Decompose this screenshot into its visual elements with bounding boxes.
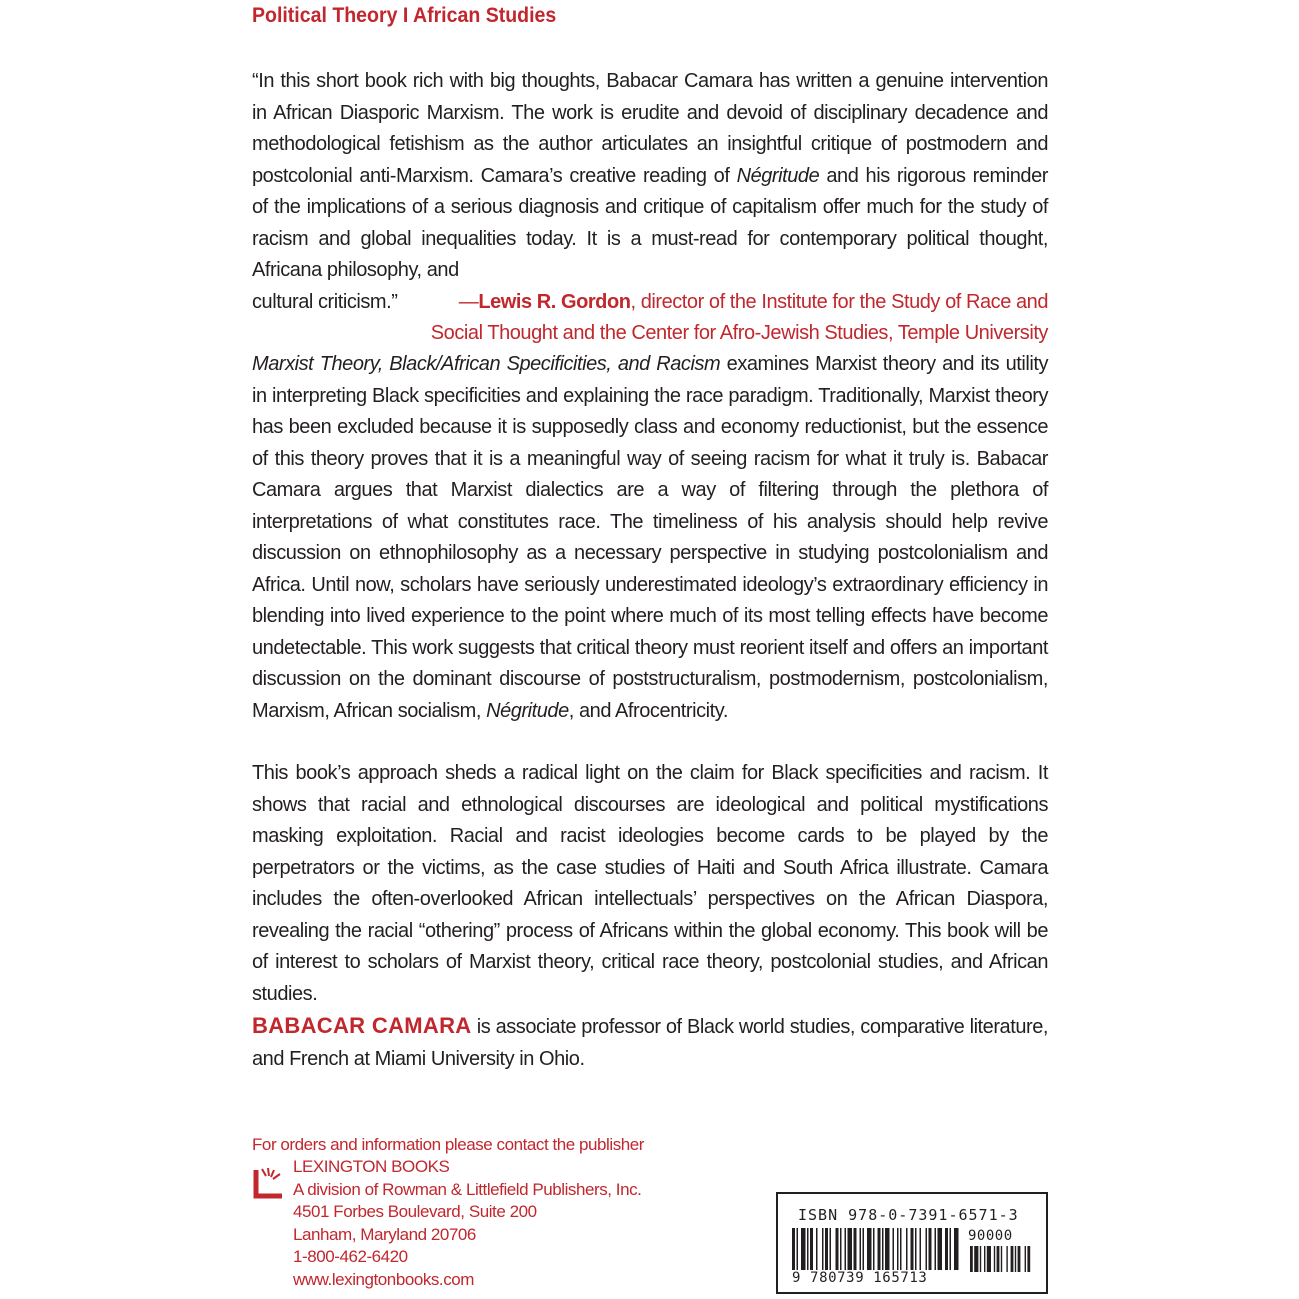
barcode-bar xyxy=(860,1228,862,1270)
barcode-bar xyxy=(816,1228,818,1270)
barcode-bar xyxy=(792,1228,795,1270)
publisher-address xyxy=(293,1156,673,1291)
description-paragraph-1 xyxy=(252,349,1048,727)
barcode-bar xyxy=(797,1228,799,1270)
ean-digits: 9 780739 165713 xyxy=(792,1270,928,1286)
barcode-bar xyxy=(945,1228,948,1270)
endorsement-quote xyxy=(252,66,1048,350)
barcode-bar xyxy=(920,1228,922,1270)
addon-barcode-bar xyxy=(980,1246,981,1272)
description-paragraph-2 xyxy=(252,758,1048,1010)
barcode-bar xyxy=(893,1228,895,1270)
barcode-bar xyxy=(825,1228,828,1270)
barcode-bar xyxy=(863,1228,865,1270)
attribution-dash: — xyxy=(458,290,479,313)
description-1-italic-term: Négritude xyxy=(486,699,569,722)
barcode-bar xyxy=(873,1228,875,1270)
isbn-label: ISBN 978-0-7391-6571-3 xyxy=(798,1206,1019,1224)
addon-barcode-bar xyxy=(1018,1246,1021,1272)
isbn-barcode-box xyxy=(776,1192,1048,1294)
addon-barcode-bar xyxy=(1006,1246,1007,1272)
quote-text: “In this short book rich with big thoughts, Babacar Camara has written a genuine intervention in African Diasporic Marxism. The work is erudite and devoid of disciplinary decadence and methodological fetishism as the author articulates an insightful critique of postmodern and postcolonial anti-Marxism. Camara’s creative reading of xyxy=(252,70,1048,187)
barcode-bar xyxy=(845,1228,847,1270)
description-1-ending: , and Afrocentricity. xyxy=(568,699,728,722)
quote-italic-term: Négritude xyxy=(736,164,820,187)
barcode-bar xyxy=(915,1228,917,1270)
barcode-bar xyxy=(900,1228,902,1270)
addon-barcode-bar xyxy=(1015,1246,1016,1272)
barcode-bar xyxy=(885,1228,890,1270)
addon-barcode-bar xyxy=(997,1246,1000,1272)
quote-text-continued: and his rigorous reminder of the implications of a serious diagnosis and critique of capitalism offer much for the study of racism and global inequalities today. It is a must-read for contemporary political thought, Africana philosophy, and xyxy=(252,164,1048,281)
quote-body xyxy=(252,66,1048,287)
attribution-title: , director of the Institute for the Study of Race and xyxy=(630,290,1048,313)
author-name: BABACAR CAMARA xyxy=(252,1013,472,1038)
barcode-bar xyxy=(854,1228,857,1270)
publisher-name: LEXINGTON BOOKS xyxy=(293,1157,450,1176)
barcode-bar xyxy=(807,1228,809,1270)
addon-barcode-bar xyxy=(1001,1246,1002,1272)
barcode-bar xyxy=(810,1228,813,1270)
book-title: Marxist Theory, Black/African Specificities, and Racism xyxy=(252,353,721,375)
addon-barcode-bar xyxy=(1025,1246,1026,1272)
barcode-bar xyxy=(906,1228,908,1270)
quote-attribution-line-2: Social Thought and the Center for Afro-Jewish Studies, Temple University xyxy=(430,322,1048,344)
barcode-bar xyxy=(911,1228,914,1270)
barcode-bar xyxy=(840,1228,842,1270)
barcode-bar xyxy=(848,1228,853,1270)
barcode-bar xyxy=(822,1228,824,1270)
description-2-text: This book’s approach sheds a radical light on the claim for Black specificities and racism. It shows that racial and ethnological discourses are ideological and political mystifications masking exploitation. Racial and racist ideologies become cards to be played by the perpetrators or the victims, as the case studies of Haiti and South Africa illustrate. Camara includes the often-overlooked African intellectuals’ perspectives on the African Diaspora, revealing the racial “othering” process of Africans within the global economy. This book will be of interest to scholars of Marxist theory, critical race theory, postcolonial studies, and African studies. xyxy=(252,762,1048,1005)
barcode-bar xyxy=(935,1228,937,1270)
barcode-bar xyxy=(878,1228,881,1270)
barcode-bar xyxy=(926,1228,928,1270)
author-bio-text: is associate professor of Black world studies, comparative literature, and French at Miami University in Ohio. xyxy=(252,1016,1048,1070)
addon-barcode-bar xyxy=(994,1246,995,1272)
publisher-division: A division of Rowman & Littlefield Publishers, Inc. xyxy=(293,1179,642,1199)
author-bio xyxy=(252,1010,1048,1075)
publisher-phone: 1-800-462-6420 xyxy=(293,1247,408,1266)
addon-barcode-bar xyxy=(984,1246,985,1272)
barcode-bar xyxy=(801,1228,806,1270)
publisher-city: Lanham, Maryland 20706 xyxy=(293,1224,476,1244)
addon-barcode-bar xyxy=(987,1246,991,1272)
barcode-bar xyxy=(954,1228,959,1270)
quote-last-line xyxy=(252,287,1048,319)
description-1-text: examines Marxist theory and its utility in interpreting Black specificities and explaining the race paradigm. Traditionally, Marxist theory has been excluded because it is supposedly class and economy reductionist, but the essence of this theory proves that it is a meaningful way of seeing racism for what it truly is. Babacar Camara argues that Marxist dialectics are a way of filtering through the plethora of interpretations of what constitutes race. The timeliness of his analysis should help revive discussion on ethnophilosophy as a necessary perspective in studying postcolonialism and Africa. Until now, scholars have seriously underestimated ideology’s extraordinary efficiency in blending into lived experience to the point where much of its most telling effects have become undetectable. This work suggests that critical theory must reorient itself and offers an important discussion on the dominant discourse of poststructuralism, postmodernism, postcolonialism, Marxism, African socialism, xyxy=(252,353,1048,722)
addon-barcode-bar xyxy=(1027,1246,1030,1272)
barcode-bar xyxy=(938,1228,943,1270)
attribution-name: Lewis R. Gordon xyxy=(478,290,631,313)
barcode-bar xyxy=(867,1228,872,1270)
addon-barcode-bar xyxy=(974,1246,978,1272)
price-code: 90000 xyxy=(968,1228,1013,1244)
category-heading: Political Theory I African Studies xyxy=(252,4,557,27)
barcode-bar xyxy=(897,1228,899,1270)
barcode-bar xyxy=(929,1228,932,1270)
barcode-bar xyxy=(830,1228,832,1270)
quote-attribution-line-1 xyxy=(459,287,1048,319)
barcode-bar xyxy=(836,1228,839,1270)
quote-closing-text: cultural criticism.” xyxy=(252,290,398,313)
addon-barcode-bar xyxy=(970,1246,973,1272)
addon-barcode-bar xyxy=(1011,1246,1014,1272)
lexington-books-logo xyxy=(252,1166,286,1200)
publisher-website[interactable]: www.lexingtonbooks.com xyxy=(293,1269,474,1289)
barcode-bar xyxy=(882,1228,884,1270)
publisher-intro: For orders and information please contact the publisher xyxy=(252,1135,644,1154)
barcode-bar xyxy=(950,1228,952,1270)
publisher-street: 4501 Forbes Boulevard, Suite 200 xyxy=(293,1202,537,1221)
